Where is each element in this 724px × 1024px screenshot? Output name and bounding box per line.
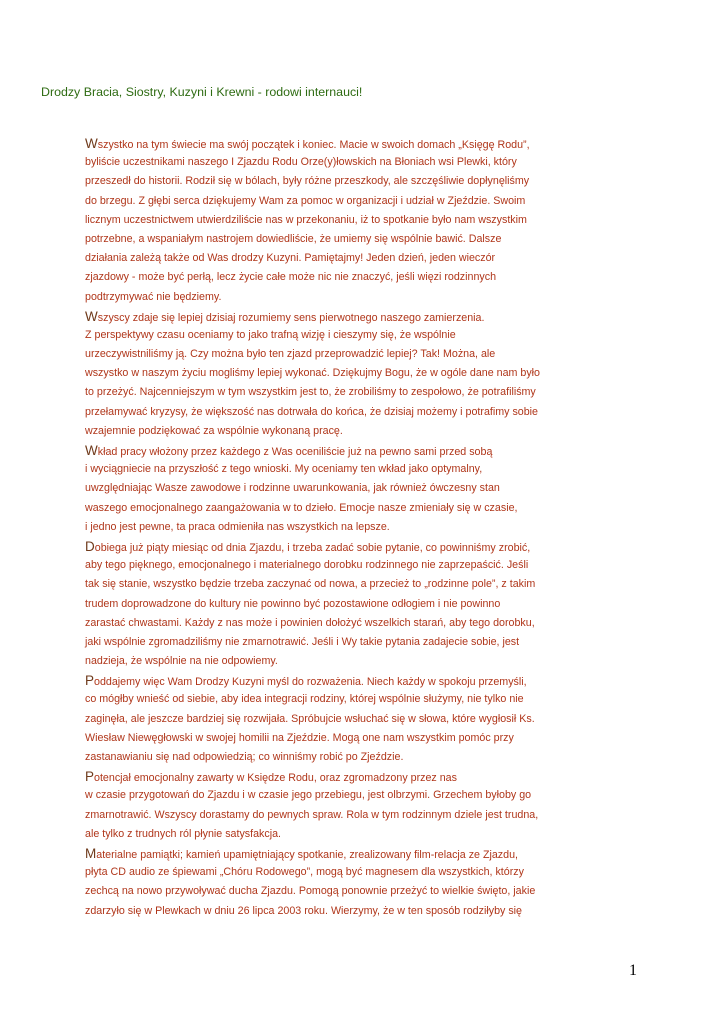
- text-line: [85, 479, 625, 498]
- paragraph-initial: P: [85, 673, 95, 689]
- paragraph-initial: W: [85, 443, 98, 458]
- paragraph-initial: D: [85, 538, 95, 554]
- line-text: nadzieja, że wspólnie na nie odpowiemy.: [85, 655, 278, 668]
- text-line: [85, 633, 625, 652]
- line-text: i jedno jest pewne, ta praca odmieniła nas wszystkich na lepsze.: [85, 520, 390, 533]
- text-line: [85, 288, 625, 307]
- line-text: zarastać chwastami. Każdy z nas może i powinien dołożyć wszelkich starań, aby tego dorobku,: [85, 616, 535, 629]
- text-line: [85, 153, 625, 172]
- line-text: i wyciągniecie na przyszłość z tego wnioski. My oceniamy ten wkład jako optymalny,: [85, 463, 483, 476]
- line-text: waszego emocjonalnego zaangażowania w to dzieło. Emocje nasze zmieniały się w czasie,: [85, 501, 518, 514]
- line-text: urzeczywistniliśmy ją. Czy można było ten zjazd przeprowadzić lepiej? Tak! Można, ale: [85, 348, 496, 361]
- text-line: [85, 403, 625, 422]
- line-text: kład pracy włożony przez każdego z Was oceniliście już na pewno sami przed sobą: [97, 446, 493, 458]
- text-line: [85, 882, 625, 901]
- text-line: [85, 748, 625, 767]
- line-text: w czasie przygotowań do Zjazdu i w czasie jego przebiegu, jest olbrzymi. Grzechem byłoby go: [85, 789, 532, 802]
- line-text: zastanawianiu się nad odpowiedzią; co winniśmy robić po Zjeździe.: [85, 751, 404, 763]
- text-line: [85, 806, 625, 825]
- line-text: potrzebne, a wspaniałym nastrojem dowiedliście, że umiemy się wspólnie bawić. Dalsze: [85, 232, 502, 245]
- line-text: co mógłby wnieść od siebie, aby idea integracji rodziny, której wspólnie służymy, nie tylko nie: [85, 693, 524, 706]
- line-text: szystko na tym świecie ma swój początek i koniec. Macie w swoich domach „Księgę Rodu”,: [97, 139, 530, 151]
- line-text: licznym uczestnictwem utwierdziliście nas w przekonaniu, iż to spotkanie było nam wszystkim: [85, 213, 527, 226]
- text-line: [85, 729, 625, 748]
- text-line: [85, 192, 625, 211]
- paragraph-initial: W: [85, 308, 98, 324]
- letter-body: [85, 134, 625, 921]
- text-line: [85, 710, 625, 729]
- paragraph-initial: M: [85, 845, 97, 861]
- text-line: [85, 786, 625, 805]
- line-text: aterialne pamiątki; kamień upamiętniający spotkanie, zrealizowany film-relacja ze Zjazdu,: [96, 848, 519, 861]
- text-line: [85, 690, 625, 709]
- text-line: [85, 211, 625, 230]
- text-line: [85, 230, 625, 249]
- text-line: [85, 383, 625, 402]
- text-line: [85, 268, 625, 287]
- text-line: [85, 537, 625, 556]
- line-text: przełamywać kryzysy, że większość nas dotrwała do końca, że dzisiaj możemy i potrafimy sobie: [85, 405, 538, 418]
- text-line: [85, 307, 625, 326]
- text-line: [85, 844, 625, 863]
- line-text: ale tylko z trudnych ról płynie satysfakcja.: [85, 827, 282, 840]
- text-line: [85, 556, 625, 575]
- line-text: to przeżyć. Najcenniejszym w tym wszystkim jest to, że zrobiliśmy to zespołowo, że potrafiliśmy: [85, 386, 536, 399]
- line-text: aby tego pięknego, emocjonalnego i materialnego dorobku rodzinnego nie zaprzepaścić. Jeśli: [85, 559, 529, 572]
- text-line: [85, 595, 625, 614]
- line-text: tak się stanie, wszystko będzie trzeba zaczynać od nowa, a przecież to „rodzinne pole”, z takim: [85, 578, 536, 591]
- text-line: [85, 422, 625, 441]
- line-text: obiega już piąty miesiąc od dnia Zjazdu, i trzeba zadać sobie pytanie, co powinniśmy zrobić,: [94, 541, 531, 554]
- text-line: [85, 614, 625, 633]
- line-text: zjazdowy - może być perłą, lecz życie całe może nic nie znaczyć, jeśli więzi rodzinnych: [85, 271, 497, 284]
- line-text: zdarzyło się w Plewkach w dniu 26 lipca 2003 roku. Wierzymy, że w ten sposób rodziłyby się: [85, 904, 522, 917]
- text-line: [85, 460, 625, 479]
- text-line: [85, 518, 625, 537]
- line-text: do brzegu. Z głębi serca dziękujemy Wam za pomoc w organizacji i udział w Zjeździe. Swoim: [85, 194, 526, 207]
- page-number: 1: [629, 962, 637, 979]
- text-line: [85, 671, 625, 690]
- line-text: zechcą na nowo przywoływać ducha Zjazdu. Pomogą ponownie przeżyć to wielkie święto, jakie: [85, 885, 536, 898]
- line-text: Wiesław Niewęgłowski w swojej homilii na Zjeździe. Mogą one nam wszystkim pomóc przy: [85, 731, 514, 744]
- text-line: [85, 575, 625, 594]
- text-line: [85, 652, 625, 671]
- line-text: Z perspektywy czasu oceniamy to jako trafną wizję i cieszymy się, że wspólnie: [85, 328, 456, 341]
- line-text: oddajemy więc Wam Drodzy Kuzyni myśl do rozważenia. Niech każdy w spokoju przemyśli,: [94, 676, 527, 689]
- paragraph-initial: W: [85, 136, 98, 151]
- line-text: wzajemnie podziękować za wspólnie wykonaną pracę.: [85, 424, 343, 437]
- line-text: wszystko w naszym życiu mogliśmy lepiej wykonać. Dziękujmy Bogu, że w ogóle dane nam było: [85, 367, 540, 380]
- line-text: byliście uczestnikami naszego I Zjazdu Rodu Orze(y)łowskich na Błoniach wsi Plewki, który: [85, 156, 517, 169]
- text-line: [85, 249, 625, 268]
- text-line: [85, 345, 625, 364]
- text-line: [85, 863, 625, 882]
- text-line: [85, 364, 625, 383]
- line-text: zmarnotrawić. Wszyscy dorastamy do pewnych spraw. Rola w tym rodzinnym dziele jest trudna,: [85, 808, 539, 821]
- line-text: działania zależą także od Was drodzy Kuzyni. Pamiętajmy! Jeden dzień, jeden wieczór: [85, 252, 496, 265]
- text-line: [85, 441, 625, 460]
- line-text: płyta CD audio ze śpiewami „Chóru Rodowego”, mogą być magnesem dla wszystkich, którzy: [85, 866, 524, 879]
- text-line: [85, 499, 625, 518]
- text-line: [85, 825, 625, 844]
- line-text: uwzględniając Wasze zawodowe i rodzinne uwarunkowania, jak również ówczesny stan: [85, 482, 500, 495]
- text-line: [85, 134, 625, 153]
- line-text: szyscy zdaje się lepiej dzisiaj rozumiemy sens pierwotnego naszego zamierzenia.: [97, 311, 485, 324]
- line-text: trudem doprowadzone do kultury nie powinno być pozostawione odłogiem i nie powinno: [85, 597, 501, 610]
- line-text: jaki wspólnie zgromadziliśmy nie zmarnotrawić. Jeśli i Wy takie pytania zadajecie sobie, jest: [85, 635, 520, 648]
- text-line: [85, 902, 625, 921]
- text-line: [85, 326, 625, 345]
- paragraph-initial: P: [85, 769, 95, 785]
- line-text: zaginęła, ale jeszcze bardziej się rozwijała. Spróbujcie wsłuchać się w słowa, które wygłosił Ks.: [85, 712, 535, 725]
- line-text: podtrzymywać nie będziemy.: [85, 290, 222, 303]
- letter-heading: Drodzy Bracia, Siostry, Kuzyni i Krewni - rodowi internauci!: [41, 85, 363, 99]
- line-text: przeszedł do historii. Rodził się w bólach, były różne przeszkody, ale szczęśliwie dopłynęliśmy: [85, 175, 530, 188]
- text-line: [85, 172, 625, 191]
- text-line: [85, 767, 625, 786]
- line-text: otencjał emocjonalny zawarty w Księdze Rodu, oraz zgromadzony przez nas: [94, 772, 457, 785]
